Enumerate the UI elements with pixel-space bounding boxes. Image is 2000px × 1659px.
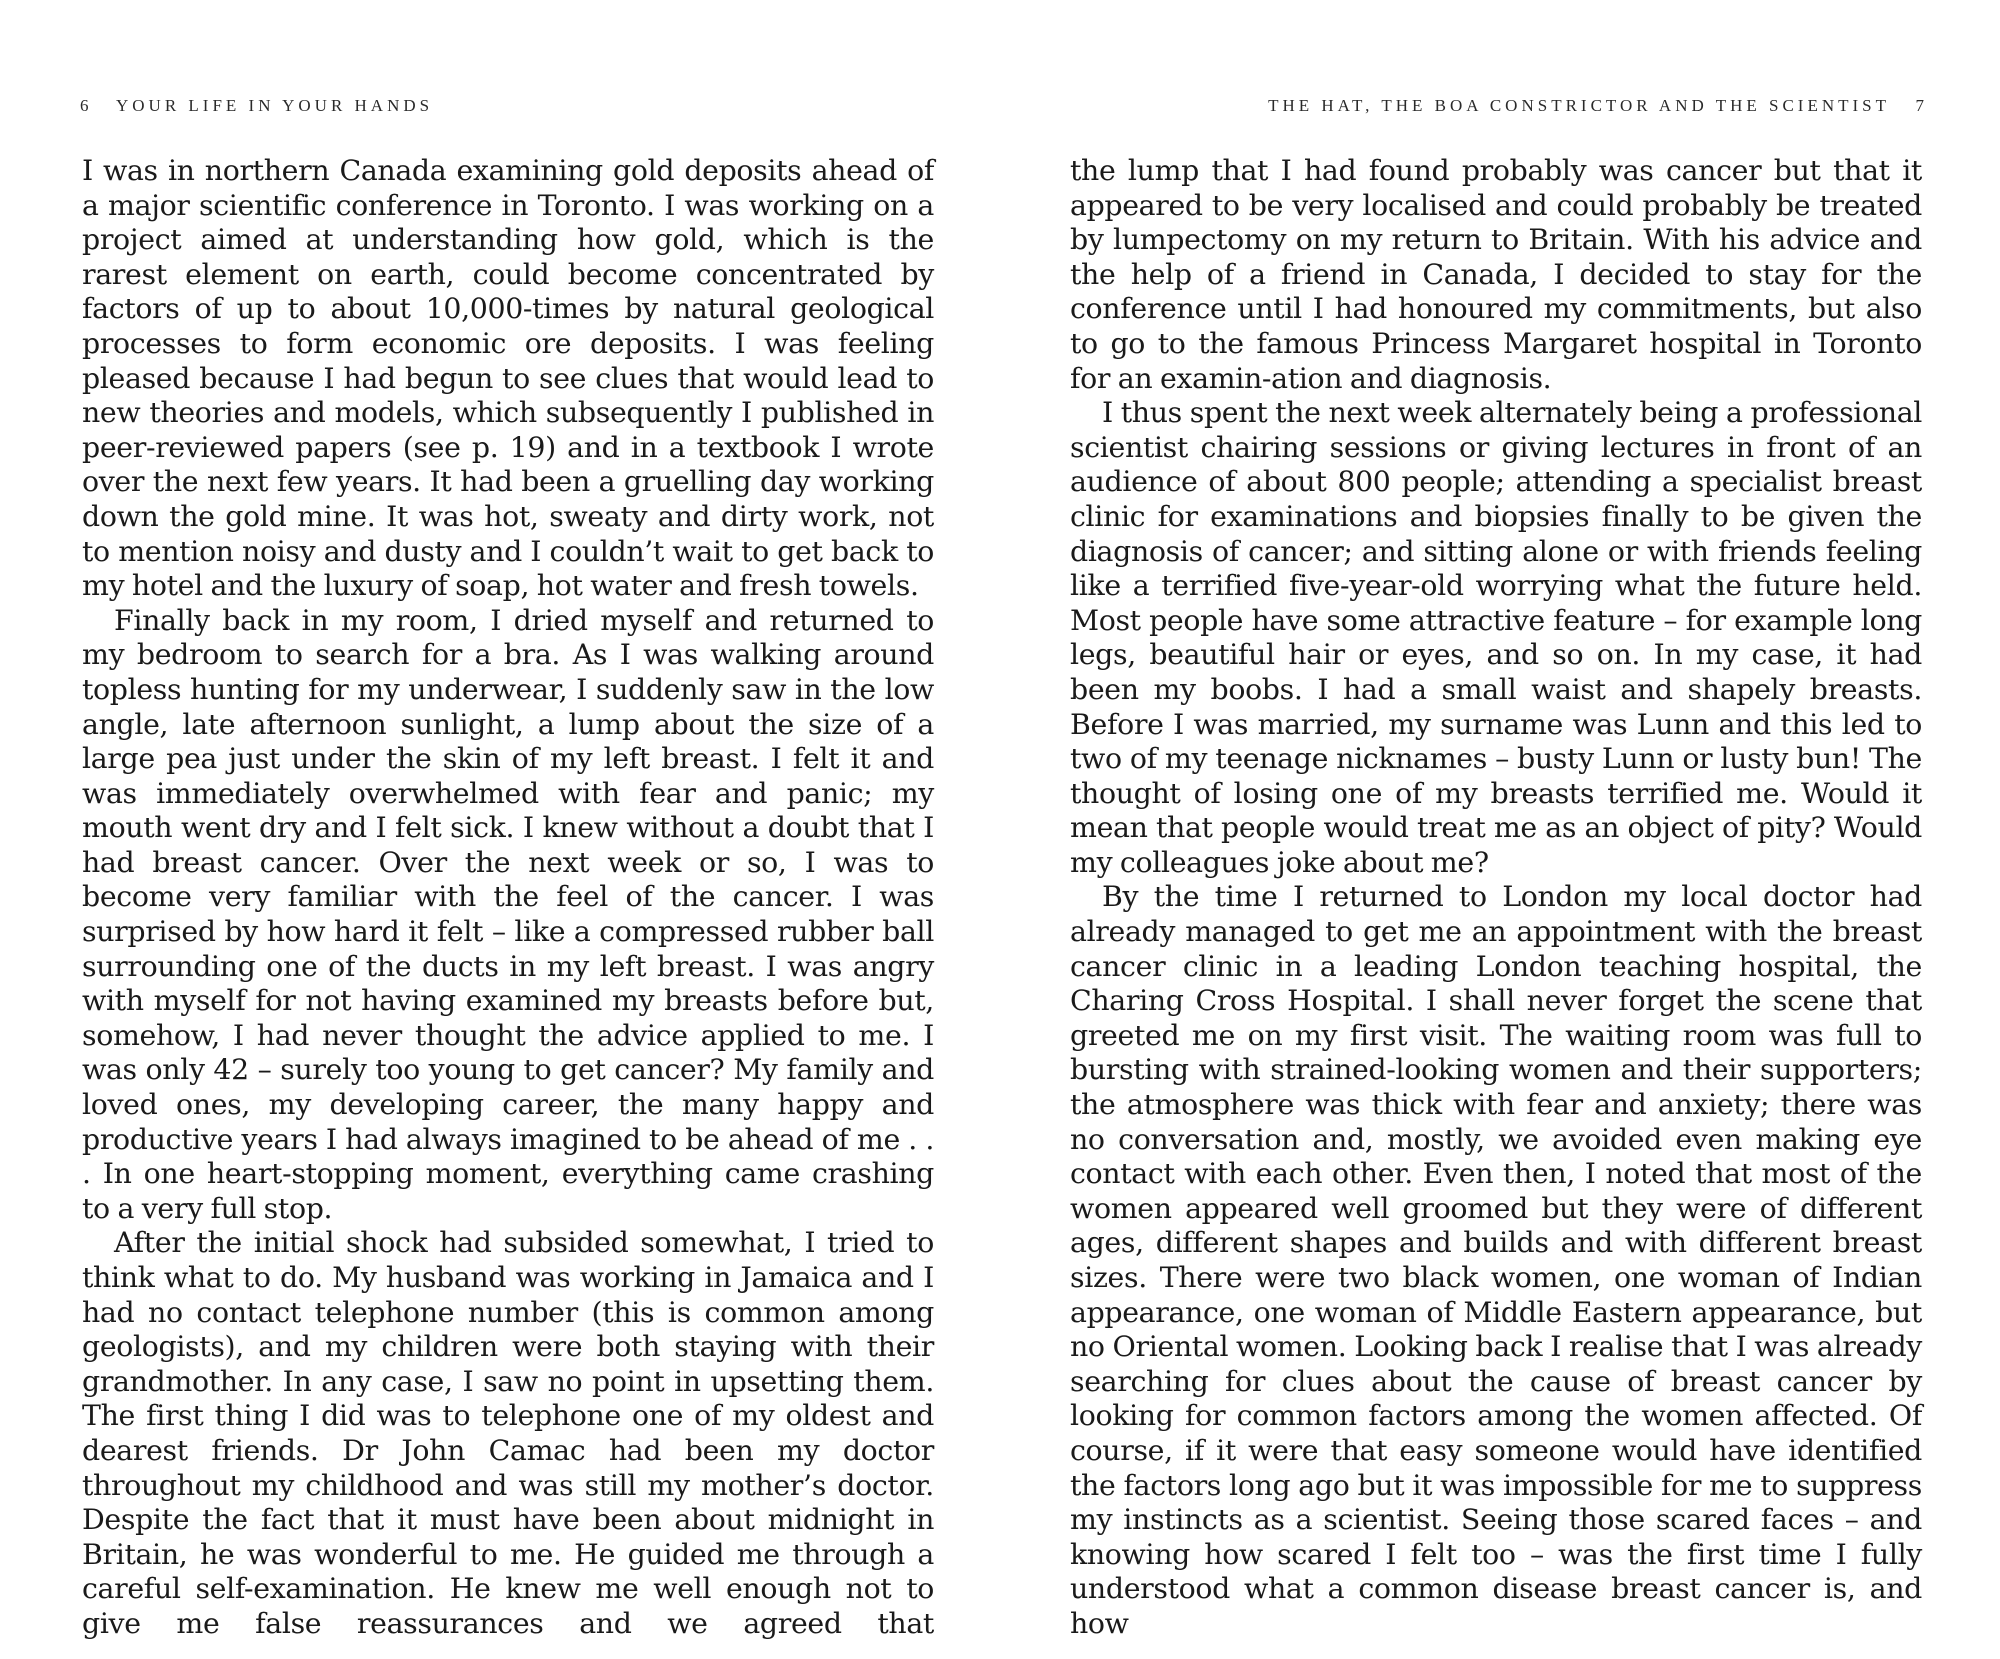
right-page <box>1000 0 2000 1659</box>
body-text <box>1070 154 1922 1642</box>
paragraph: After the initial shock had subsided somewhat, I tried to think what to do. My husband was working in Jamaica and I had no contact telephone number (this is common among geologists), and my children were both staying with their grandmother. In any case, I saw no point in upsetting them. The first thing I did was to telephone one of my oldest and dearest friends. Dr John Camac had been my doctor throughout my childhood and was still my mother’s doctor. Despite the fact that it must have been about midnight in Britain, he was wonderful to me. He guided me through a careful self-examination. He knew me well enough not to give me false reassurances and we agreed that <box>82 1226 934 1640</box>
running-head: YOUR LIFE IN YOUR HANDS <box>116 96 434 115</box>
paragraph: I thus spent the next week alternately being a professional scientist chairing sessions or giving lectures in front of an audience of about 800 people; attending a specialist breast clinic for examinations and biopsies finally to be given the diagnosis of cancer; and sitting alone or with friends feeling like a terrified five-year-old worrying what the future held. Most people have some attractive feature – for example long legs, beautiful hair or eyes, and so on. In my case, it had been my boobs. I had a small waist and shapely breasts. Before I was married, my surname was Lunn and this led to two of my teenage nicknames – busty Lunn or lusty bun! The thought of losing one of my breasts terrified me. Would it mean that people would treat me as an object of pity? Would my colleagues joke about me? <box>1070 396 1922 879</box>
body-text <box>82 154 934 1642</box>
paragraph: I was in northern Canada examining gold deposits ahead of a major scientific conference in Toronto. I was working on a project aimed at understanding how gold, which is the rarest element on earth, could become concentrated by factors of up to about 10,000-times by natural geological processes to form economic ore deposits. I was feeling pleased because I had begun to see clues that would lead to new theories and models, which subsequently I published in peer-reviewed papers (see p. 19) and in a textbook I wrote over the next few years. It had been a gruelling day working down the gold mine. It was hot, sweaty and dirty work, not to mention noisy and dusty and I couldn’t wait to get back to my hotel and the luxury of soap, hot water and fresh towels. <box>82 154 934 603</box>
page-number: 7 <box>1915 96 1924 115</box>
paragraph: Finally back in my room, I dried myself and returned to my bedroom to search for a bra. As I was walking around topless hunting for my underwear, I suddenly saw in the low angle, late afternoon sunlight, a lump about the size of a large pea just under the skin of my left breast. I felt it and was immediately overwhelmed with fear and panic; my mouth went dry and I felt sick. I knew without a doubt that I had breast cancer. Over the next week or so, I was to become very familiar with the feel of the cancer. I was surprised by how hard it felt – like a compressed rubber ball surrounding one of the ducts in my left breast. I was angry with myself for not having examined my breasts before but, somehow, I had never thought the advice applied to me. I was only 42 – surely too young to get cancer? My family and loved ones, my developing career, the many happy and productive years I had always imagined to be ahead of me . . . In one heart-stopping moment, everything came crashing to a very full stop. <box>82 603 934 1225</box>
page-number: 6 <box>80 96 93 115</box>
running-head: THE HAT, THE BOA CONSTRICTOR AND THE SCIENTIST <box>1268 96 1890 115</box>
paragraph: the lump that I had found probably was cancer but that it appeared to be very localised and could probably be treated by lumpectomy on my return to Britain. With his advice and the help of a friend in Canada, I decided to stay for the conference until I had honoured my commitments, but also to go to the famous Princess Margaret hospital in Toronto for an examin-ation and diagnosis. <box>1070 154 1922 395</box>
paragraph: By the time I returned to London my local doctor had already managed to get me an appointment with the breast cancer clinic in a leading London teaching hospital, the Charing Cross Hospital. I shall never forget the scene that greeted me on my first visit. The waiting room was full to bursting with strained-looking women and their supporters; the atmosphere was thick with fear and anxiety; there was no conversation and, mostly, we avoided even making eye contact with each other. Even then, I noted that most of the women appeared well groomed but they were of different ages, different shapes and builds and with different breast sizes. There were two black women, one woman of Indian appearance, one woman of Middle Eastern appearance, but no Oriental women. Looking back I realise that I was already searching for clues about the cause of breast cancer by looking for common factors among the women affected. Of course, if it were that easy someone would have identified the factors long ago but it was impossible for me to suppress my instincts as a scientist. Seeing those scared faces – and knowing how scared I felt too – was the first time I fully understood what a common disease breast cancer is, and how <box>1070 880 1922 1640</box>
